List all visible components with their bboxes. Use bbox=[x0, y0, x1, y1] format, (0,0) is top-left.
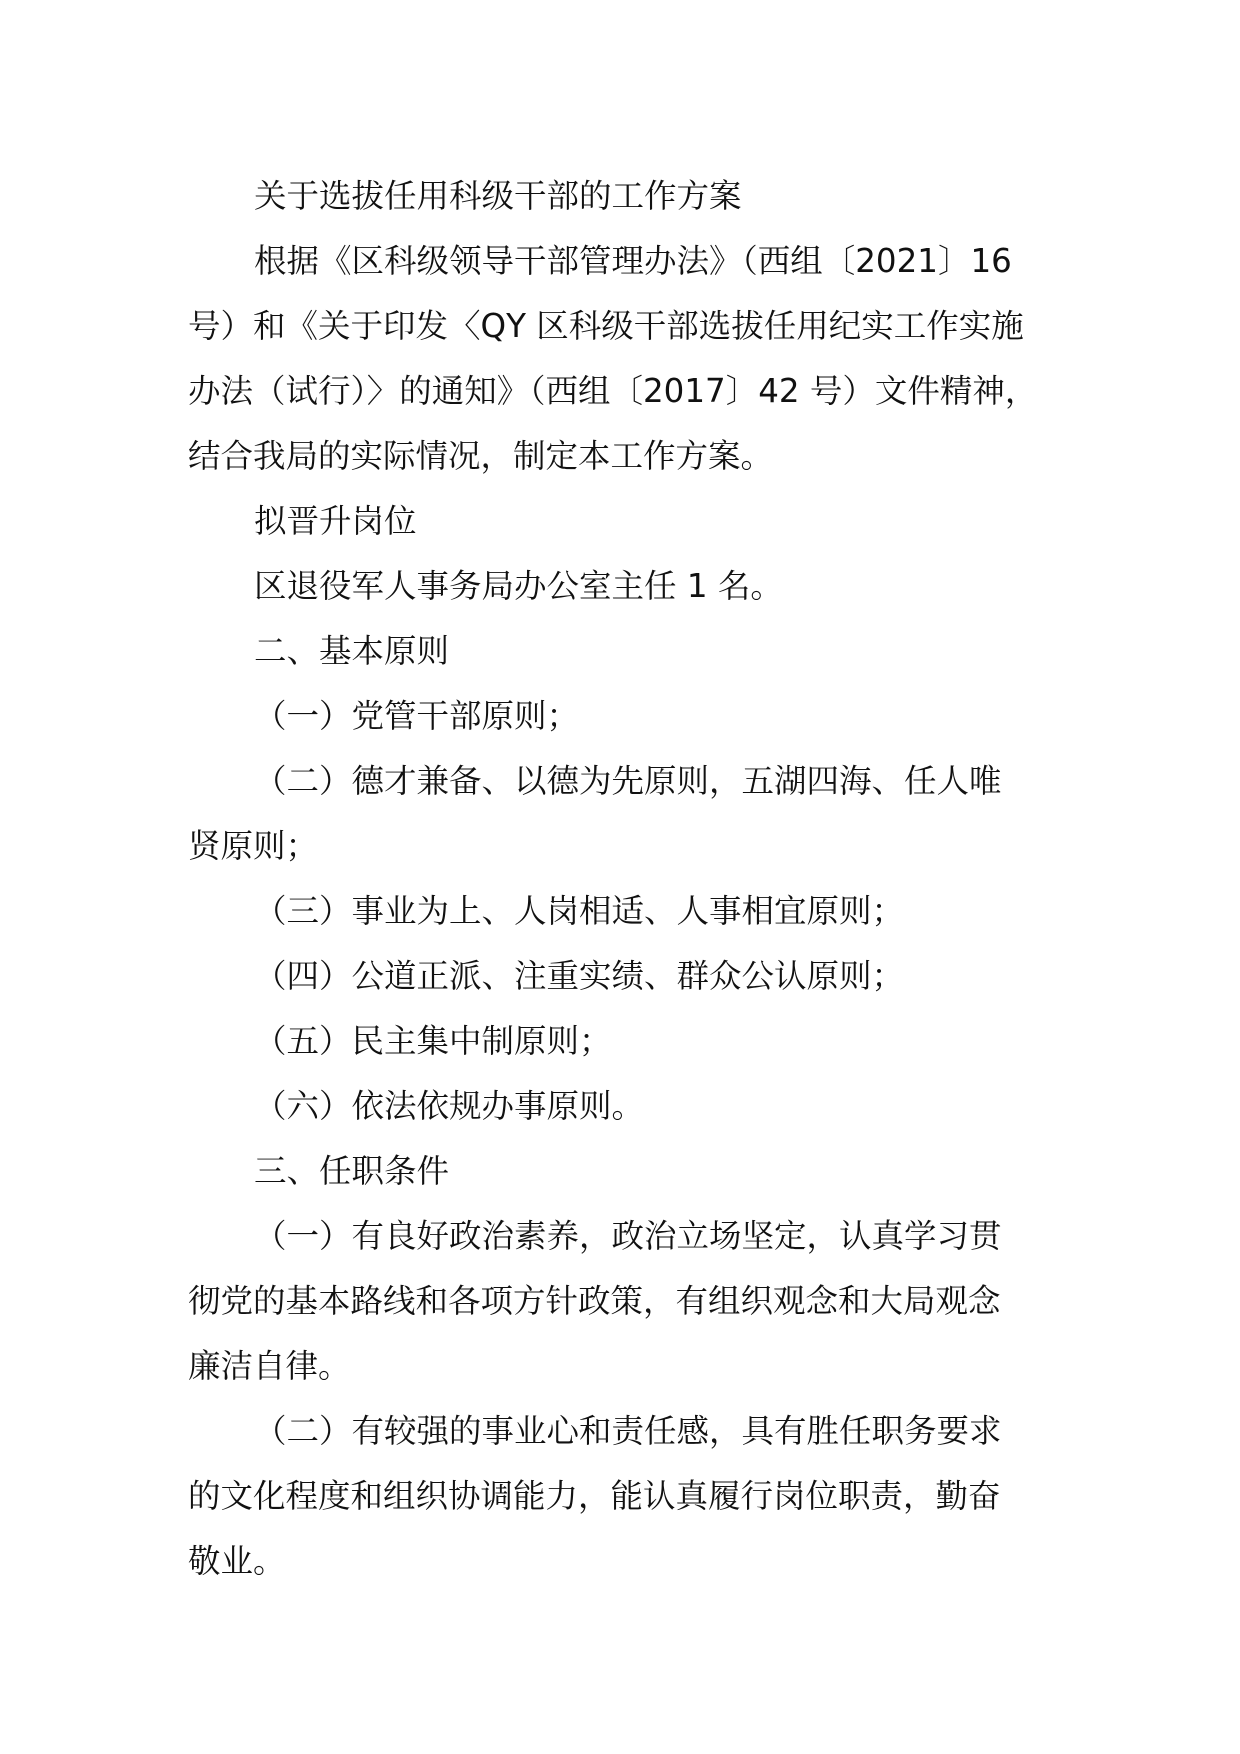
principle-item: （四）公道正派、注重实绩、群众公认原则； bbox=[254, 957, 905, 995]
condition-item: （一）有良好政治素养，政治立场坚定，认真学习贯 彻党的基本路线和各项方针政策，有组织观念和大局观念 廉洁自律。 bbox=[188, 1217, 1002, 1385]
section1-body: 区退役军人事务局办公室主任 1 名。 bbox=[254, 567, 783, 605]
document-title: 关于选拔任用科级干部的工作方案 bbox=[254, 177, 742, 215]
intro-paragraph bbox=[188, 229, 1088, 489]
principle-item: （三）事业为上、人岗相适、人事相宜原则； bbox=[254, 892, 905, 930]
principle-item: （六）依法依规办事原则。 bbox=[254, 1087, 645, 1125]
principle-item: （一）党管干部原则； bbox=[254, 697, 580, 735]
section3-heading: 三、任职条件 bbox=[254, 1152, 450, 1190]
intro-line: 结合我局的实际情况，制定本工作方案。 bbox=[188, 437, 774, 475]
intro-line: 号）和《关于印发〈QY 区科级干部选拔任用纪实工作实施 bbox=[188, 307, 1024, 345]
document-body bbox=[188, 164, 1088, 1594]
intro-line: 根据《区科级领导干部管理办法》（西组〔2021〕16 bbox=[254, 242, 1012, 280]
section1-heading: 拟晋升岗位 bbox=[254, 502, 417, 540]
principle-item: （五）民主集中制原则； bbox=[254, 1022, 612, 1060]
section2-heading: 二、基本原则 bbox=[254, 632, 450, 670]
condition-item: （二）有较强的事业心和责任感，具有胜任职务要求 的文化程度和组织协调能力，能认真履行岗位职责，勤奋 敬业。 bbox=[188, 1412, 1002, 1580]
intro-line: 办法（试行）〉的通知》（西组〔2017〕42 号）文件精神， bbox=[188, 372, 1038, 410]
principle-item: （二）德才兼备、以德为先原则，五湖四海、任人唯 贤原则； bbox=[188, 762, 1002, 865]
